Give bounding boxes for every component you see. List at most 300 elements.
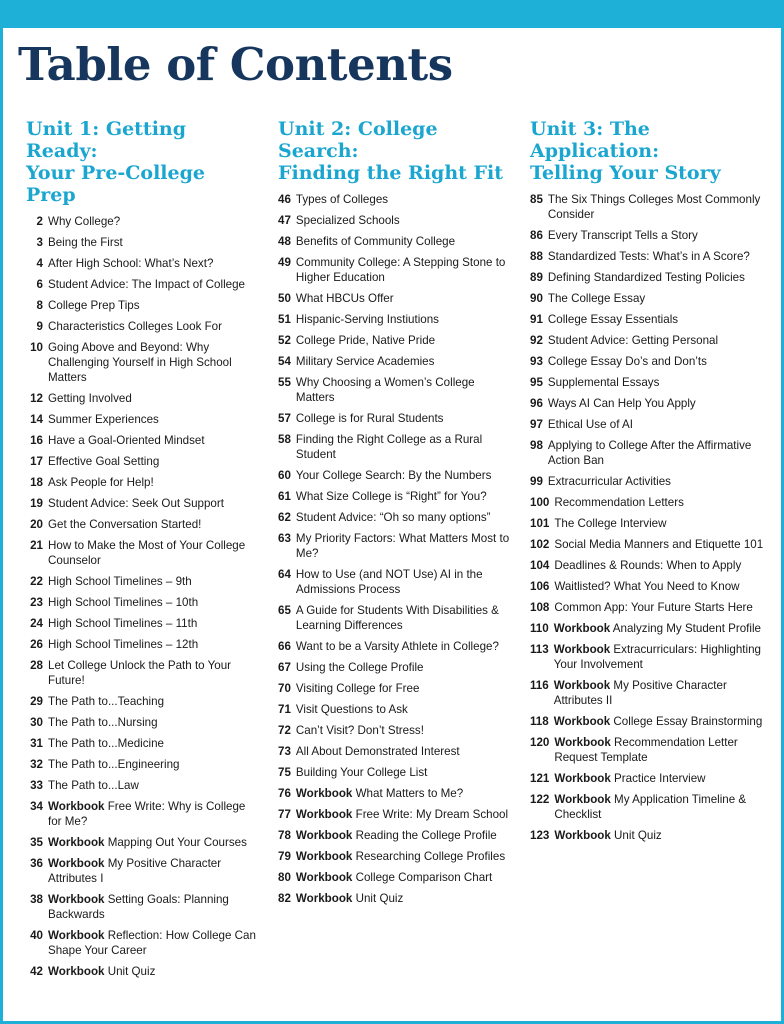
workbook-label: Workbook [48, 857, 105, 870]
entry-text: Deadlines & Rounds: When to Apply [554, 559, 742, 572]
toc-entry[interactable] [26, 616, 261, 631]
unit-heading [530, 118, 770, 184]
page-number: 77 [278, 808, 291, 821]
entry-title [548, 228, 770, 243]
entry-text: Researching College Profiles [355, 850, 506, 863]
entry-title [296, 828, 513, 843]
entry-title [296, 870, 513, 885]
entry-title [48, 856, 261, 886]
entry-title [48, 496, 261, 511]
entry-text: College Essay Do’s and Don’ts [547, 355, 707, 368]
entry-title [548, 249, 770, 264]
toc-entry[interactable] [26, 574, 261, 589]
entry-text: The Path to...Nursing [48, 716, 158, 729]
entry-title [554, 735, 770, 765]
entry-title [48, 298, 261, 313]
page-number: 3 [36, 236, 43, 249]
toc-entry[interactable] [278, 312, 513, 327]
page-number: 102 [530, 538, 550, 551]
workbook-label: Workbook [554, 772, 611, 785]
page-number: 14 [30, 413, 43, 426]
toc-entry[interactable] [278, 786, 513, 801]
entry-text: College Essay Essentials [547, 313, 679, 326]
toc-entry[interactable] [530, 537, 770, 552]
page-number: 73 [278, 745, 291, 758]
entry-text: My Priority Factors: What Matters Most to Me? [295, 532, 510, 560]
toc-entry[interactable] [278, 432, 513, 462]
workbook-label: Workbook [554, 793, 611, 806]
page-number: 98 [530, 439, 543, 452]
toc-entry[interactable] [278, 489, 513, 504]
toc-entry[interactable] [278, 375, 513, 405]
toc-entry[interactable] [530, 678, 770, 708]
entry-text: Visit Questions to Ask [295, 703, 408, 716]
toc-entry[interactable] [278, 849, 513, 864]
workbook-label: Workbook [554, 736, 611, 749]
entry-text: Reflection: How College Can Shape Your Career [48, 929, 256, 957]
toc-entry[interactable] [26, 319, 261, 334]
entry-text: Recommendation Letter Request Template [554, 736, 738, 764]
workbook-label: Workbook [48, 800, 105, 813]
toc-entry[interactable] [530, 396, 770, 411]
toc-entry[interactable] [278, 807, 513, 822]
page-number: 60 [278, 469, 291, 482]
page-number: 118 [530, 715, 549, 728]
workbook-label: Workbook [553, 643, 611, 656]
toc-entry[interactable] [278, 255, 513, 285]
toc-entry[interactable] [278, 828, 513, 843]
unit-column-2 [278, 118, 513, 912]
entry-text: Getting Involved [48, 392, 132, 405]
toc-entry[interactable] [26, 475, 261, 490]
entry-title [296, 354, 513, 369]
toc-entry[interactable] [530, 771, 770, 786]
entry-title [48, 928, 261, 958]
toc-entry[interactable] [26, 715, 261, 730]
page-number: 92 [530, 334, 543, 347]
page-number: 93 [530, 355, 543, 368]
entry-title [48, 277, 261, 292]
page-number: 29 [30, 695, 43, 708]
entry-title [48, 694, 261, 709]
page-number: 65 [278, 604, 291, 617]
workbook-label: Workbook [48, 893, 105, 906]
toc-entry[interactable] [530, 579, 770, 594]
entry-title [48, 475, 261, 490]
toc-entry[interactable] [278, 531, 513, 561]
toc-entry[interactable] [278, 567, 513, 597]
toc-entry[interactable] [530, 792, 770, 822]
toc-entry[interactable] [278, 468, 513, 483]
entry-list [26, 214, 261, 979]
entry-text: Benefits of Community College [295, 235, 456, 248]
entry-text: Applying to College After the Affirmative Action Ban [547, 439, 752, 467]
page-number: 24 [30, 617, 43, 630]
entry-title [296, 333, 513, 348]
toc-entry[interactable] [26, 433, 261, 448]
toc-entry[interactable] [26, 391, 261, 406]
toc-entry[interactable] [278, 744, 513, 759]
toc-entry[interactable] [278, 660, 513, 675]
entry-text: Want to be a Varsity Athlete in College? [295, 640, 499, 653]
toc-entry[interactable] [530, 417, 770, 432]
entry-text: What Size College is “Right” for You? [295, 490, 487, 503]
toc-entry[interactable] [26, 658, 261, 688]
page-number: 110 [530, 622, 549, 635]
page-number: 108 [530, 601, 550, 614]
toc-entry[interactable] [278, 870, 513, 885]
entry-title [296, 234, 513, 249]
entry-text: The Path to...Law [48, 779, 139, 792]
entry-title [554, 828, 770, 843]
entry-text: Get the Conversation Started! [48, 518, 202, 531]
page-number: 35 [30, 836, 43, 849]
unit-column-3 [530, 118, 770, 849]
page-number: 100 [530, 496, 550, 509]
toc-entry[interactable] [278, 291, 513, 306]
entry-title [48, 892, 261, 922]
entry-text: Finding the Right College as a Rural Student [295, 433, 483, 461]
toc-entry[interactable] [26, 517, 261, 532]
entry-title [48, 799, 261, 829]
entry-title [554, 495, 770, 510]
entry-text: The Path to...Engineering [48, 758, 180, 771]
toc-entry[interactable] [530, 228, 770, 243]
page-number: 34 [30, 800, 43, 813]
page-number: 120 [530, 736, 550, 749]
entry-text: Characteristics Colleges Look For [48, 320, 222, 333]
page-number: 88 [530, 250, 543, 263]
entry-title [48, 574, 261, 589]
toc-entry[interactable] [278, 765, 513, 780]
entry-text: Student Advice: Seek Out Support [48, 497, 224, 510]
toc-entry[interactable] [530, 735, 770, 765]
entry-text: Being the First [48, 236, 123, 249]
entry-text: Free Write: Why is College for Me? [48, 800, 246, 828]
entry-title [548, 375, 770, 390]
entry-text: Mapping Out Your Courses [107, 836, 247, 849]
page-number: 17 [30, 455, 43, 468]
entry-text: Student Advice: “Oh so many options” [295, 511, 491, 524]
toc-entry[interactable] [26, 340, 261, 385]
entry-title [296, 723, 513, 738]
entry-text: Reading the College Profile [355, 829, 497, 842]
toc-entry[interactable] [26, 277, 261, 292]
entry-text: Using the College Profile [295, 661, 424, 674]
entry-text: The Path to...Medicine [48, 737, 164, 750]
entry-title [548, 312, 770, 327]
entry-title [296, 639, 513, 654]
page-number: 57 [278, 412, 291, 425]
entry-text: Common App: Your Future Starts Here [554, 601, 753, 614]
entry-title [48, 757, 261, 772]
entry-title [48, 595, 261, 610]
toc-entry[interactable] [26, 496, 261, 511]
toc-entry[interactable] [26, 736, 261, 751]
entry-title [296, 786, 513, 801]
entry-text: Hispanic-Serving Instiutions [295, 313, 439, 326]
toc-entry[interactable] [278, 234, 513, 249]
page-number: 97 [530, 418, 543, 431]
entry-text: A Guide for Students With Disabilities & Learning Differences [295, 604, 499, 632]
entry-title [554, 558, 770, 573]
toc-entry[interactable] [26, 454, 261, 469]
toc-entry[interactable] [26, 214, 261, 229]
entry-title [48, 433, 261, 448]
entry-text: What HBCUs Offer [295, 292, 394, 305]
toc-entry[interactable] [278, 333, 513, 348]
entry-text: Unit Quiz [107, 965, 156, 978]
page-number: 76 [278, 787, 291, 800]
workbook-label: Workbook [295, 829, 353, 842]
toc-entry[interactable] [530, 192, 770, 222]
entry-text: Supplemental Essays [547, 376, 660, 389]
page-number: 52 [278, 334, 291, 347]
toc-entry[interactable] [26, 778, 261, 793]
page-number: 4 [36, 257, 43, 270]
toc-entry[interactable] [26, 892, 261, 922]
page-number: 8 [36, 299, 43, 312]
workbook-label: Workbook [295, 808, 353, 821]
toc-entry[interactable] [530, 621, 770, 636]
page-number: 91 [530, 313, 543, 326]
entry-title [296, 744, 513, 759]
entry-title [548, 291, 770, 306]
unit-heading-line: Finding the Right Fit [278, 162, 504, 184]
page-number: 50 [278, 292, 291, 305]
page-number: 85 [530, 193, 543, 206]
entry-text: Summer Experiences [48, 413, 159, 426]
unit-column-1 [26, 118, 261, 985]
entry-title [548, 333, 770, 348]
toc-entry[interactable] [26, 637, 261, 652]
entry-title [554, 579, 770, 594]
entry-text: Free Write: My Dream School [355, 808, 509, 821]
toc-entry[interactable] [530, 642, 770, 672]
toc-entry[interactable] [26, 298, 261, 313]
toc-entry[interactable] [26, 928, 261, 958]
workbook-label: Workbook [553, 679, 611, 692]
toc-entry[interactable] [26, 964, 261, 979]
entry-text: My Positive Character Attributes I [48, 857, 222, 885]
entry-title [296, 603, 513, 633]
page-number: 6 [36, 278, 43, 291]
entry-title [548, 438, 770, 468]
toc-entry[interactable] [530, 375, 770, 390]
page-number: 61 [278, 490, 291, 503]
page-number: 113 [530, 643, 549, 656]
page-number: 66 [278, 640, 291, 653]
toc-entry[interactable] [530, 714, 770, 729]
page-title: Table of Contents [18, 38, 453, 91]
toc-entry[interactable] [530, 828, 770, 843]
toc-entry[interactable] [530, 291, 770, 306]
toc-entry[interactable] [278, 681, 513, 696]
toc-entry[interactable] [278, 192, 513, 207]
page-number: 9 [36, 320, 43, 333]
entry-text: Have a Goal-Oriented Mindset [48, 434, 205, 447]
toc-entry[interactable] [530, 312, 770, 327]
toc-entry[interactable] [278, 639, 513, 654]
entry-title [296, 567, 513, 597]
toc-entry[interactable] [278, 702, 513, 717]
entry-title [554, 642, 770, 672]
page-number: 58 [278, 433, 291, 446]
workbook-label: Workbook [295, 787, 353, 800]
page-number: 122 [530, 793, 550, 806]
page-number: 19 [30, 497, 43, 510]
entry-text: How to Use (and NOT Use) AI in the Admissions Process [295, 568, 483, 596]
entry-text: High School Timelines – 11th [48, 617, 198, 630]
toc-entry[interactable] [530, 474, 770, 489]
toc-entry[interactable] [26, 412, 261, 427]
toc-entry[interactable] [26, 538, 261, 568]
page-number: 49 [278, 256, 291, 269]
entry-title [48, 517, 261, 532]
entry-text: Standardized Tests: What’s in A Score? [547, 250, 750, 263]
page-number: 82 [278, 892, 291, 905]
workbook-label: Workbook [48, 929, 105, 942]
entry-text: High School Timelines – 12th [48, 638, 199, 651]
page-number: 116 [530, 679, 549, 692]
page-number: 40 [30, 929, 43, 942]
page-number: 12 [30, 392, 43, 405]
page-number: 67 [278, 661, 291, 674]
entry-title [48, 235, 261, 250]
page-number: 101 [530, 517, 550, 530]
entry-title [48, 964, 261, 979]
toc-entry[interactable] [530, 354, 770, 369]
page-number: 2 [36, 215, 43, 228]
page-number: 42 [30, 965, 43, 978]
entry-title [296, 510, 513, 525]
toc-entry[interactable] [278, 603, 513, 633]
toc-entry[interactable] [278, 510, 513, 525]
entry-title [554, 600, 770, 615]
toc-entry[interactable] [530, 438, 770, 468]
workbook-label: Workbook [295, 850, 353, 863]
entry-title [48, 214, 261, 229]
entry-title [296, 807, 513, 822]
toc-entry[interactable] [278, 354, 513, 369]
page-number: 16 [30, 434, 43, 447]
entry-text: Defining Standardized Testing Policies [547, 271, 745, 284]
unit-heading-line: Unit 1: Getting Ready: [26, 118, 187, 162]
toc-entry[interactable] [530, 516, 770, 531]
entry-text: High School Timelines – 10th [48, 596, 199, 609]
page-number: 36 [30, 857, 43, 870]
toc-entry[interactable] [530, 270, 770, 285]
entry-title [554, 537, 770, 552]
entry-title [48, 835, 261, 850]
page-number: 38 [30, 893, 43, 906]
entry-text: Extracurriculars: Highlighting Your Involvement [553, 643, 761, 671]
toc-entry[interactable] [26, 835, 261, 850]
entry-title [554, 771, 770, 786]
entry-title [296, 312, 513, 327]
toc-entry[interactable] [530, 495, 770, 510]
toc-entry[interactable] [26, 235, 261, 250]
entry-title [296, 681, 513, 696]
entry-text: Let College Unlock the Path to Your Future! [48, 659, 232, 687]
entry-title [554, 516, 770, 531]
entry-text: Waitlisted? What You Need to Know [554, 580, 740, 593]
workbook-label: Workbook [295, 892, 353, 905]
toc-entry[interactable] [26, 856, 261, 886]
entry-text: Building Your College List [295, 766, 428, 779]
entry-title [48, 658, 261, 688]
entry-list [278, 192, 513, 906]
toc-entry[interactable] [26, 595, 261, 610]
toc-entry[interactable] [26, 799, 261, 829]
entry-text: Ask People for Help! [48, 476, 154, 489]
entry-title [296, 702, 513, 717]
entry-text: Practice Interview [614, 772, 706, 785]
toc-entry[interactable] [278, 723, 513, 738]
page-number: 10 [30, 341, 43, 354]
page-number: 30 [30, 716, 43, 729]
toc-entry[interactable] [26, 256, 261, 271]
page-number: 46 [278, 193, 291, 206]
entry-title [554, 621, 770, 636]
entry-title [296, 849, 513, 864]
entry-title [296, 411, 513, 426]
entry-text: College Pride, Native Pride [295, 334, 436, 347]
entry-text: Specialized Schools [295, 214, 400, 227]
page-number: 23 [30, 596, 43, 609]
page-number: 106 [530, 580, 550, 593]
toc-entry[interactable] [530, 249, 770, 264]
entry-text: Student Advice: The Impact of College [48, 278, 245, 291]
entry-title [548, 474, 770, 489]
entry-text: Analyzing My Student Profile [612, 622, 761, 635]
page-number: 63 [278, 532, 291, 545]
entry-text: Why Choosing a Women’s College Matters [295, 376, 475, 404]
entry-title [548, 192, 770, 222]
toc-entry[interactable] [530, 558, 770, 573]
entry-title [48, 637, 261, 652]
entry-title [296, 255, 513, 285]
entry-text: Ways AI Can Help You Apply [547, 397, 696, 410]
page-number: 55 [278, 376, 291, 389]
entry-text: Military Service Academies [295, 355, 435, 368]
toc-entry[interactable] [26, 757, 261, 772]
entry-text: All About Demonstrated Interest [295, 745, 460, 758]
entry-text: My Application Timeline & Checklist [554, 793, 747, 821]
toc-entry[interactable] [278, 891, 513, 906]
entry-list [530, 192, 770, 843]
toc-entry[interactable] [278, 213, 513, 228]
toc-entry[interactable] [278, 411, 513, 426]
workbook-label: Workbook [295, 871, 353, 884]
entry-title [548, 270, 770, 285]
entry-title [296, 660, 513, 675]
toc-entry[interactable] [530, 333, 770, 348]
entry-text: High School Timelines – 9th [48, 575, 192, 588]
entry-title [296, 291, 513, 306]
page-number: 79 [278, 850, 291, 863]
entry-text: College Comparison Chart [355, 871, 493, 884]
page-number: 71 [278, 703, 291, 716]
page-number: 89 [530, 271, 543, 284]
toc-entry[interactable] [530, 600, 770, 615]
entry-text: Every Transcript Tells a Story [547, 229, 698, 242]
entry-title [548, 396, 770, 411]
entry-text: Effective Goal Setting [48, 455, 160, 468]
workbook-label: Workbook [553, 622, 611, 635]
entry-title [48, 538, 261, 568]
toc-entry[interactable] [26, 694, 261, 709]
